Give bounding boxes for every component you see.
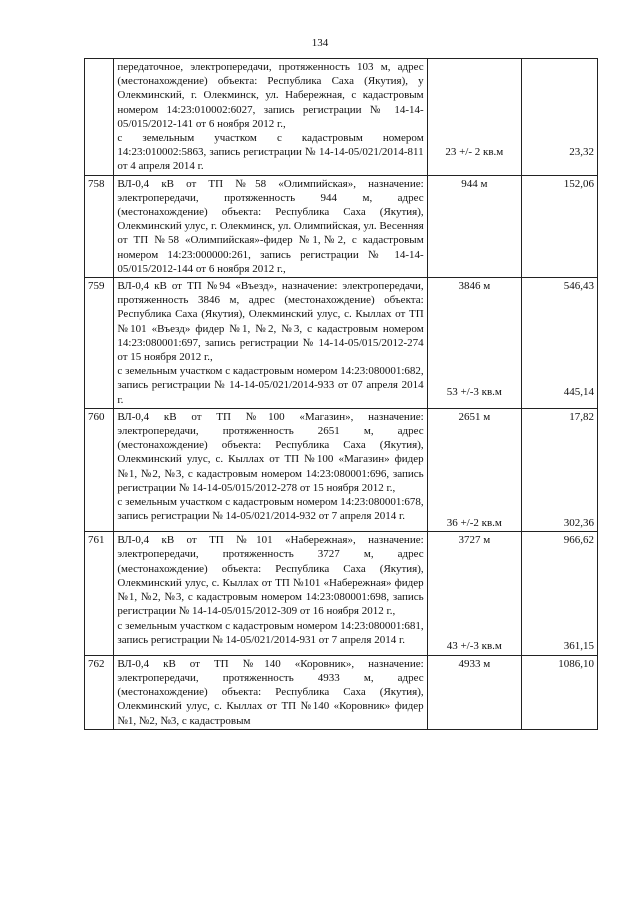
row-number: 762 bbox=[85, 655, 114, 729]
value-cell bbox=[521, 59, 597, 176]
object-description bbox=[114, 408, 427, 531]
table-row bbox=[85, 175, 598, 277]
amount-value: 546,43 bbox=[563, 280, 594, 293]
quantity-cell bbox=[427, 408, 521, 531]
row-number: 758 bbox=[85, 175, 114, 277]
value-cell bbox=[521, 175, 597, 277]
cell-spacer bbox=[431, 60, 518, 145]
description-paragraph: с земельным участком с кадастровым номером 14:23:080001:678, запись регистрации № 14-05/021/2014-932 от 7 апреля 2014 г. bbox=[117, 496, 424, 523]
property-registry-table bbox=[84, 58, 598, 730]
value-cell bbox=[521, 408, 597, 531]
table-row bbox=[85, 655, 598, 729]
row-number: 760 bbox=[85, 408, 114, 531]
amount-value: 445,14 bbox=[563, 386, 594, 399]
amount-value: 361,15 bbox=[563, 640, 594, 653]
table-row bbox=[85, 532, 598, 655]
quantity-value: 23 +/- 2 кв.м bbox=[445, 146, 504, 158]
object-description bbox=[114, 278, 427, 409]
cell-spacer bbox=[525, 60, 594, 145]
description-paragraph: ВЛ-0,4 кВ от ТП №101 «Набережная», назначение: электропередачи, протяженность 3727 м, адрес (местонахождение) объекта: Республика Саха (Якутия), Олекминский улус, с. Кыллах от ТП №101 «Набережная» фидер №1, №2, №3, с кадастровым номером 14:23:080001:698, запись регистрации № 14-14-05/015/2012-309 от 16 ноября 2012 г., bbox=[117, 534, 424, 618]
description-paragraph: с земельным участком с кадастровым номером 14:23:080001:682, запись регистрации № 14-14-05/021/2014-933 от 07 апреля 2014 г. bbox=[117, 365, 424, 406]
quantity-cell bbox=[427, 532, 521, 655]
description-paragraph: с земельным участком с кадастровым номером 14:23:010002:5863, запись регистрации № 14-14-05/021/2014-811 от 4 апреля 2014 г. bbox=[117, 132, 424, 173]
value-cell bbox=[521, 278, 597, 409]
value-cell bbox=[521, 655, 597, 729]
quantity-value: 944 м bbox=[461, 177, 488, 190]
amount-value: 23,32 bbox=[569, 146, 594, 158]
description-paragraph: ВЛ-0,4 кВ от ТП №58 «Олимпийская», назначение: электропередачи, протяженность 944 м, адрес (местонахождение) объекта: Республика Саха (Якутия), Олекминский улус, г. Олекминск, ул. Олимпийская, ул. Весенняя от ТП №58 «Олимпийская»-фидер №1,№2, с кадастровым номером 14:23:000000:261, запись регистрации № 14-14-05/015/2012-144 от 6 ноября 2012 г., bbox=[117, 177, 424, 275]
table-row bbox=[85, 278, 598, 409]
quantity-cell bbox=[427, 278, 521, 409]
quantity-value: 53 +/-3 кв.м bbox=[446, 386, 502, 399]
description-paragraph: с земельным участком с кадастровым номером 14:23:080001:681, запись регистрации № 14-05/021/2014-931 от 7 апреля 2014 г. bbox=[117, 619, 424, 646]
object-description bbox=[114, 175, 427, 277]
cell-spacer bbox=[431, 424, 518, 516]
quantity-value: 3727 м bbox=[458, 534, 491, 547]
quantity-value: 36 +/-2 кв.м bbox=[446, 517, 502, 530]
cell-spacer bbox=[431, 547, 518, 639]
quantity-cell bbox=[427, 59, 521, 176]
page-number: 134 bbox=[311, 37, 329, 49]
amount-value: 152,06 bbox=[563, 177, 594, 190]
description-paragraph: ВЛ-0,4 кВ от ТП №100 «Магазин», назначение: электропередачи, протяженность 2651 м, адрес (местонахождение) объекта: Республика Саха (Якутия), Олекминский улус, с. Кыллах от ТП №100 «Магазин» фидер №1, №2, №3, с кадастровым номером 14:23:080001:696, запись регистрации № 14-14-05/015/2012-278 от 15 ноября 2012 г., bbox=[117, 410, 424, 494]
quantity-value: 2651 м bbox=[458, 410, 491, 423]
object-description bbox=[114, 655, 427, 729]
cell-spacer bbox=[525, 547, 594, 639]
description-paragraph: ВЛ-0,4 кВ от ТП №140 «Коровник», назначение: электропередачи, протяженность 4933 м, адрес (местонахождение) объекта: Республика Саха (Якутия), Олекминский улус, с. Кыллах от ТП №140 «Коровник» фидер №1, №2, №3, с кадастровым bbox=[117, 657, 424, 727]
row-number: 759 bbox=[85, 278, 114, 409]
cell-spacer bbox=[525, 424, 594, 516]
value-cell bbox=[521, 532, 597, 655]
cell-spacer bbox=[431, 293, 518, 385]
object-description bbox=[114, 59, 427, 176]
cell-spacer bbox=[525, 293, 594, 385]
amount-value: 17,82 bbox=[569, 410, 594, 423]
quantity-value: 3846 м bbox=[458, 280, 491, 293]
description-paragraph: передаточное, электропередачи, протяженность 103 м, адрес (местонахождение) объекта: Республика Саха (Якутия), у Олекминский, г. Олекминск, ул. Набережная, с кадастровым номером 14:23:010002:6027, запись регистрации № 14-14-05/015/2012-141 от 6 ноября 2012 г., bbox=[117, 61, 424, 130]
table-row bbox=[85, 408, 598, 531]
amount-value: 302,36 bbox=[563, 517, 594, 530]
quantity-cell bbox=[427, 655, 521, 729]
row-number: 761 bbox=[85, 532, 114, 655]
quantity-value: 43 +/-3 кв.м bbox=[446, 640, 502, 653]
row-number bbox=[85, 59, 114, 176]
quantity-cell bbox=[427, 175, 521, 277]
amount-value: 1086,10 bbox=[558, 657, 594, 670]
object-description bbox=[114, 532, 427, 655]
description-paragraph: ВЛ-0,4 кВ от ТП №94 «Въезд», назначение: электропередачи, протяженность 3846 м, адрес (местонахождение) объекта: Республика Саха (Якутия), Олекминский улус, с. Кыллах от ТП №101 «Въезд» фидер №1, №2, №3, с кадастровым номером 14:23:080001:697, запись регистрации № 14-14-05/015/2012-274 от 15 ноября 2012 г., bbox=[117, 280, 424, 364]
quantity-value: 4933 м bbox=[458, 657, 491, 670]
table-row bbox=[85, 59, 598, 176]
amount-value: 966,62 bbox=[563, 534, 594, 547]
